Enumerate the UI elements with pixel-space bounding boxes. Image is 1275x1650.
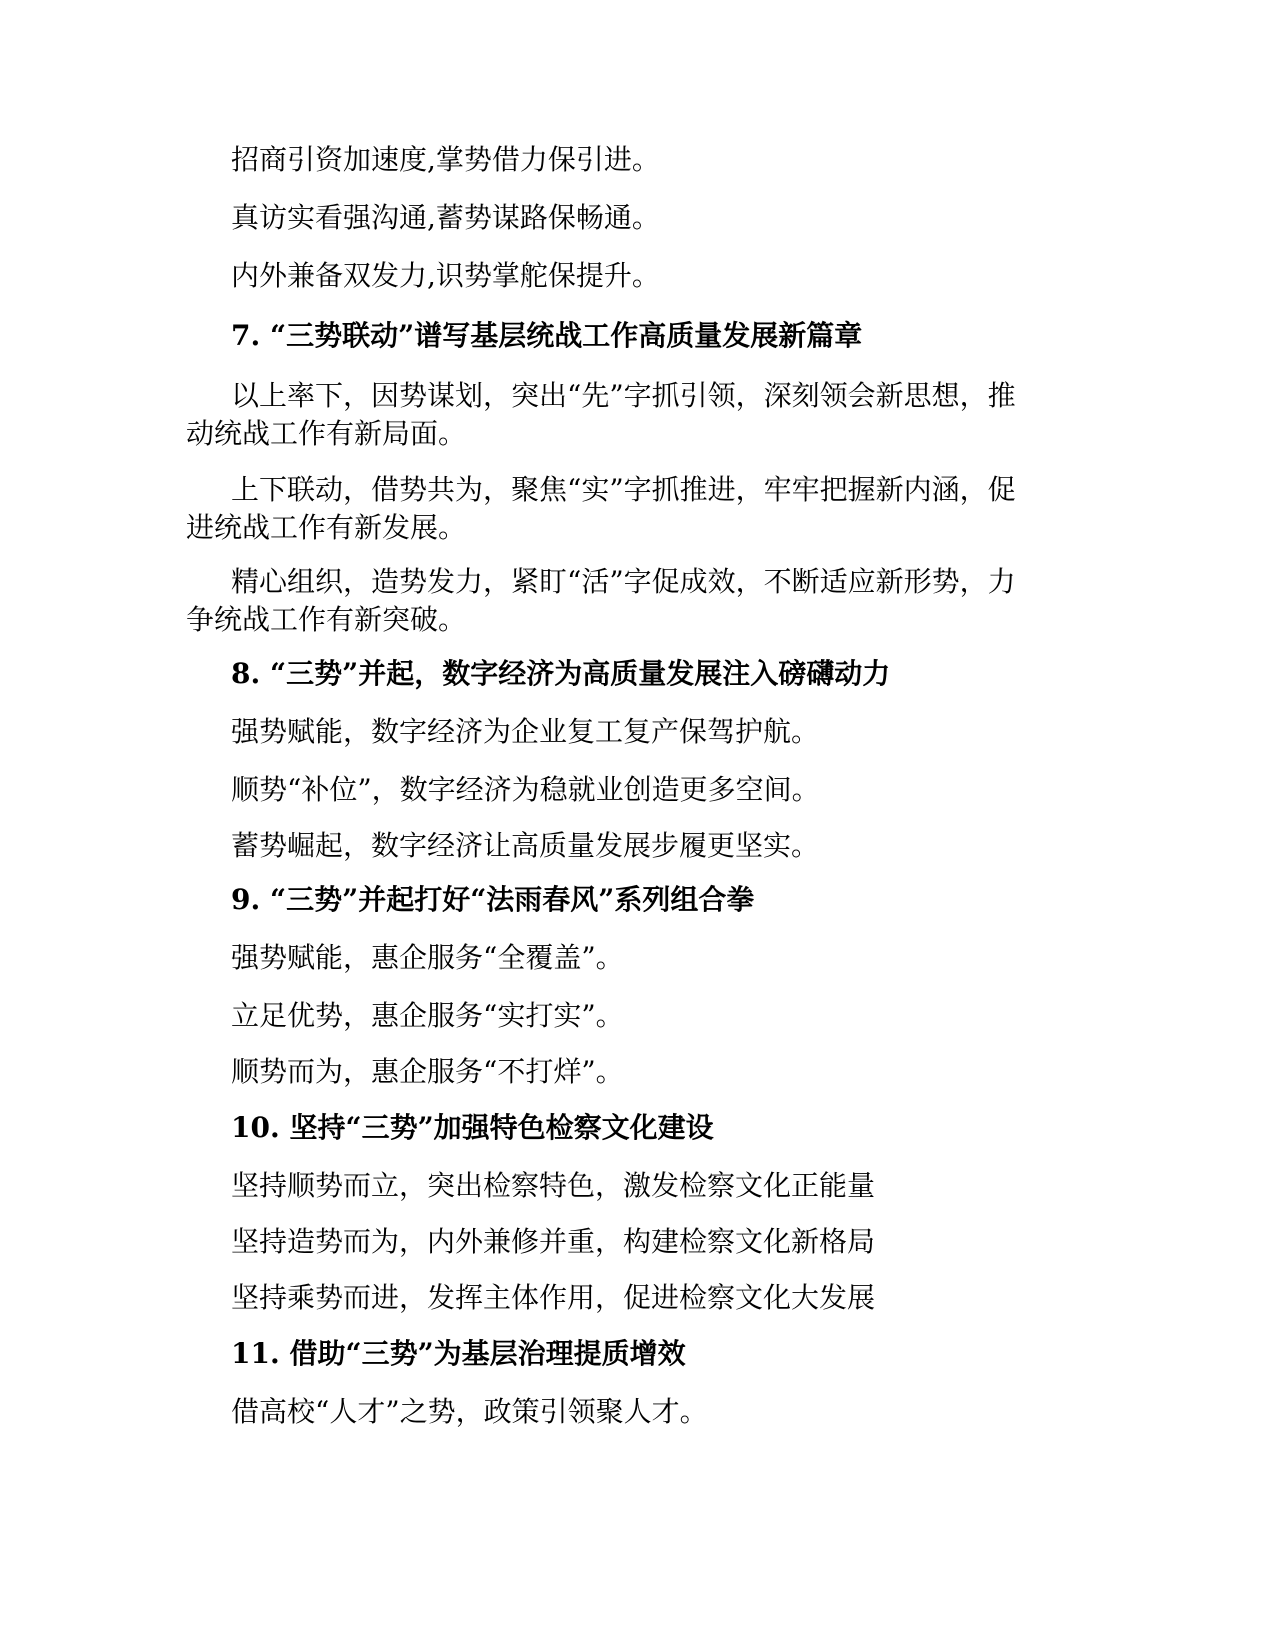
text-line: 立足优势，惠企服务“实打实”。 — [231, 999, 624, 1032]
text-line: 坚持顺势而立，突出检察特色，激发检察文化正能量 — [231, 1169, 876, 1202]
text-line: 真访实看强沟通,蓄势谋路保畅通。 — [231, 201, 660, 234]
text-line: 内外兼备双发力,识势掌舵保提升。 — [231, 259, 660, 292]
section-heading-11: 11. 借助“三势”为基层治理提质增效 — [231, 1337, 686, 1370]
section-heading-10: 10. 坚持“三势”加强特色检察文化建设 — [231, 1111, 714, 1144]
paragraph-line: 进统战工作有新发展。 — [186, 511, 467, 544]
text-line: 借高校“人才”之势，政策引领聚人才。 — [231, 1395, 708, 1428]
text-line: 坚持乘势而进，发挥主体作用，促进检察文化大发展 — [231, 1281, 876, 1314]
paragraph-line: 争统战工作有新突破。 — [186, 603, 467, 636]
paragraph-line: 动统战工作有新局面。 — [186, 417, 467, 450]
text-line: 顺势而为，惠企服务“不打烊”。 — [231, 1055, 624, 1088]
paragraph-line: 以上率下，因势谋划，突出“先”字抓引领，深刻领会新思想，推 — [231, 379, 1016, 412]
text-line: 顺势“补位”，数字经济为稳就业创造更多空间。 — [231, 773, 820, 806]
section-heading-9: 9. “三势”并起打好“法雨春风”系列组合拳 — [231, 883, 755, 916]
paragraph-line: 精心组织，造势发力，紧盯“活”字促成效，不断适应新形势，力 — [231, 565, 1016, 598]
text-line: 强势赋能，惠企服务“全覆盖”。 — [231, 941, 624, 974]
text-line: 蓄势崛起，数字经济让高质量发展步履更坚实。 — [231, 829, 820, 862]
section-heading-7: 7. “三势联动”谱写基层统战工作高质量发展新篇章 — [231, 319, 863, 352]
text-line: 招商引资加速度,掌势借力保引进。 — [231, 143, 660, 176]
text-line: 强势赋能，数字经济为企业复工复产保驾护航。 — [231, 715, 820, 748]
section-heading-8: 8. “三势”并起，数字经济为高质量发展注入磅礴动力 — [231, 657, 891, 690]
text-line: 坚持造势而为，内外兼修并重，构建检察文化新格局 — [231, 1225, 876, 1258]
paragraph-line: 上下联动，借势共为，聚焦“实”字抓推进，牢牢把握新内涵，促 — [231, 473, 1016, 506]
